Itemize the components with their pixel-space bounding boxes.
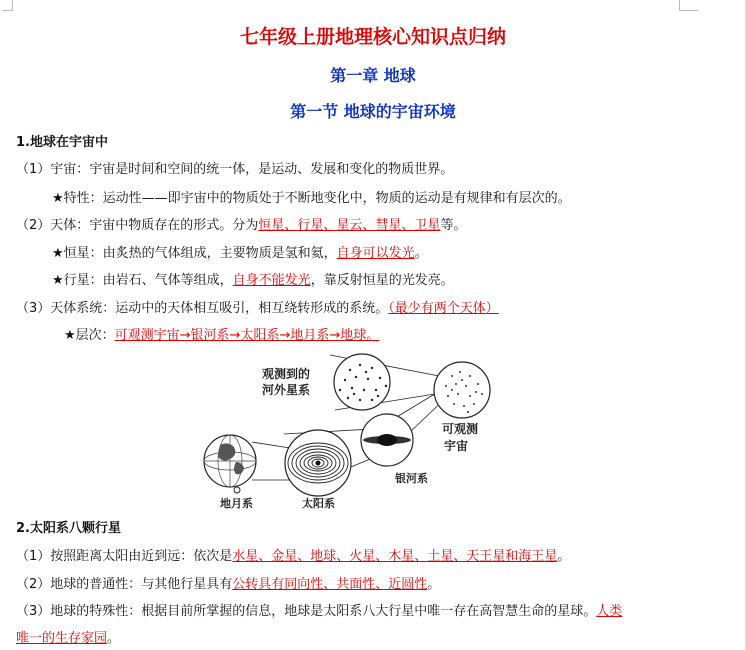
planet-description: ★行星：由岩石、气体等组成，自身不能发光，靠反射恒星的光发亮。 (52, 273, 454, 288)
label-milky-way: 银河系 (395, 472, 428, 485)
body-type-star: 恒星 (258, 218, 285, 233)
universe-definition: （1）宇宙：宇宙是时间和空间的统一体，是运动、发展和变化的物质世界。 (16, 162, 454, 177)
celestial-system-diagram (190, 350, 530, 520)
label-universe-line2: 宇宙 (444, 439, 469, 453)
heading-eight-planets: 2.太阳系八颗行星 (16, 521, 121, 536)
earth-uniqueness: （3）地球的特殊性：根据目前所掌握的信息，地球是太阳系八大行星中唯一存在高智慧生命的星球。人类 (16, 604, 623, 619)
universe-feature: ★特性：运动性——即宇宙中的物质处于不断地变化中，物质的运动是有规律和有层次的。 (52, 191, 571, 206)
celestial-bodies: （2）天体：宇宙中物质存在的形式。分为恒星、行星、星云、彗星、卫星等。 (16, 218, 467, 233)
label-earth-moon: 地月系 (220, 497, 253, 510)
label-galaxies-line1: 观测到的 (262, 367, 311, 381)
body-type-nebula: 星云 (336, 218, 363, 233)
galaxies-circle (334, 354, 390, 410)
heading-earth-in-universe: 1.地球在宇宙中 (16, 135, 108, 150)
body-type-comet: 彗星 (375, 218, 402, 233)
label-galaxies-line2: 河外星系 (262, 383, 311, 397)
label-solar-system: 太阳系 (302, 497, 335, 510)
system-levels: ★层次：可观测宇宙→银河系→太阳系→地月系→地球。 (64, 328, 380, 343)
margin-corner-right (679, 0, 698, 11)
section-title: 第一节 地球的宇宙环境 (290, 102, 456, 121)
body-type-planet: 行星 (297, 218, 324, 233)
margin-corner-left (2, 0, 13, 11)
chapter-title: 第一章 地球 (330, 66, 416, 85)
observable-universe-circle (434, 362, 490, 418)
body-type-satellite: 卫星 (414, 218, 441, 233)
moon (234, 487, 240, 493)
earth-commonality: （2）地球的普通性：与其他行星具有公转具有同向性、共面性、近圆性。 (16, 577, 441, 592)
celestial-system: （3）天体系统：运动中的天体相互吸引，相互绕转形成的系统。（最少有两个天体） (16, 301, 499, 316)
label-universe-line1: 可观测 (442, 422, 479, 436)
planet-order: （1）按照距离太阳由近到远：依次是水星、金星、地球、火星、木星、土星、天王星和海王星。 (16, 549, 571, 564)
earth-uniqueness-cont: 唯一的生存家园。 (16, 631, 121, 646)
star-description: ★恒星：由炙热的气体组成，主要物质是氢和氦，自身可以发光。 (52, 246, 428, 261)
document-title: 七年级上册地理核心知识点归纳 (239, 26, 506, 48)
